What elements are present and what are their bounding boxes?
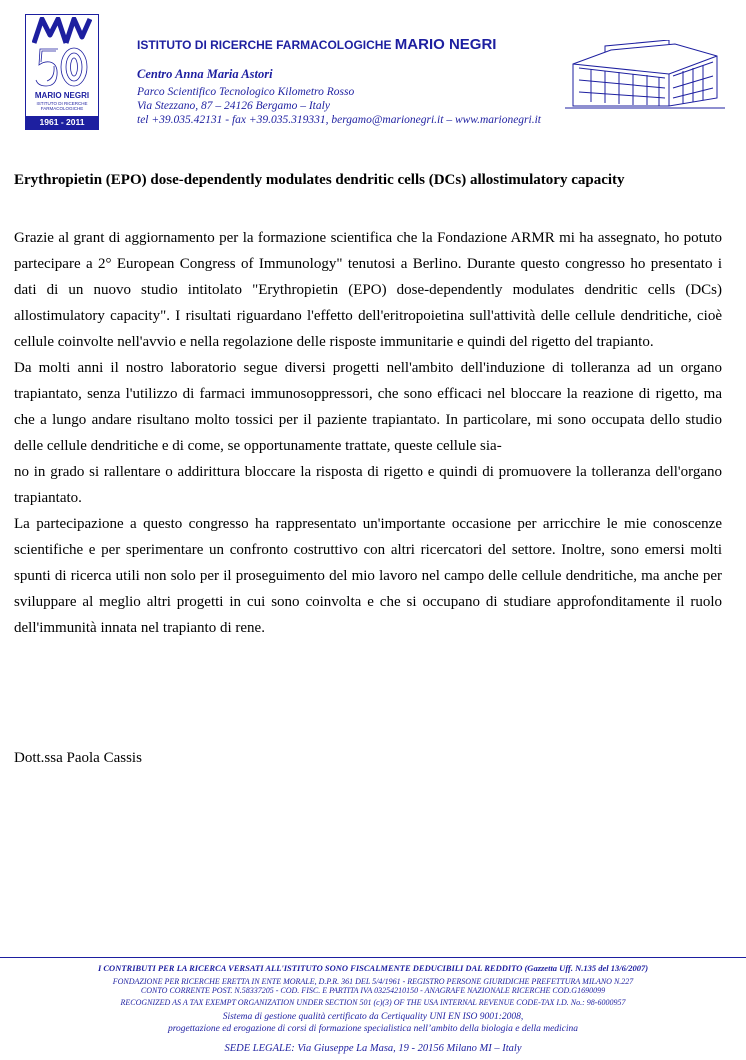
paragraph-grant: Grazie al grant di aggiornamento per la formazione scientifica che la Fondazione ARMR mi ha assegnato, ho potuto partecipare a 2° European Congress of Immunology" tenutosi a Berlino. Durante questo congresso ho presentato i dati di un nuovo studio intitolato "Erythropietin (EPO) dose-dependently modulates dendritic cells (DCs) allostimulatory capacity". I risultati riguardano l'effetto dell'eritropoietina sull'attività delle cellule dendritiche, cioè cellule coinvolte nell'avvio e nella regolazione delle risposte immunitarie e quindi del rigetto del trapianto. (14, 230, 722, 350)
footer-quality: Sistema di gestione qualità certificato da Certiquality UNI EN ISO 9001:2008, (222, 1012, 524, 1022)
footer-divider (0, 957, 746, 958)
address: Via Stezzano, 87 – 24126 Bergamo – Italy (137, 100, 330, 112)
footer-tax-deduction: I CONTRIBUTI PER LA RICERCA VERSATI ALL'ISTITUTO SONO FISCALMENTE DEDUCIBILI DAL REDDITO (Gazzetta Uff. N.135 del 13/6/2007) (97, 963, 649, 973)
logo-years: 1961 - 2011 (26, 116, 98, 129)
footer-tax-exempt: RECOGNIZED AS A TAX EXEMPT ORGANIZATION UNDER SECTION 501 (c)(3) OF THE USA INTERNAL REVENUE CODE-TAX I.D. No.: 98-6000957 (120, 998, 626, 1007)
center-name: Centro Anna Maria Astori (137, 67, 273, 81)
mn-monogram-icon (32, 17, 92, 45)
footer-foundation: FONDAZIONE PER RICERCHE ERETTA IN ENTE MORALE, D.P.R. 361 DEL 5/4/1961 - REGISTRO PERSONE GIURIDICHE PREFETTURA MILANO N.227 (112, 977, 634, 986)
anniversary-50-icon (34, 45, 90, 89)
paragraph-laboratory: Da molti anni il nostro laboratorio segue diversi progetti nell'ambito dell'induzione di tolleranza ad un organo trapiantato, senza l'utilizzo di farmaci immunosoppressori, che sono efficaci nel bloccare la reazione di rigetto, ma che a lungo andare risultano molto tossici per il paziente trapiantato. In particolare, mi sono occupata dello studio delle cellule dendritiche e di come, se opportunamente trattate, queste cellule sia- (14, 360, 722, 454)
footer-training: progettazione ed erogazione di corsi di formazione specialistica nell’ambito della biologia e della medicina (167, 1024, 579, 1034)
logo-subtitle: ISTITUTO DI RICERCHE FARMACOLOGICHE (36, 101, 88, 111)
park-name: Parco Scientifico Tecnologico Kilometro Rosso (137, 86, 355, 98)
footer-bank-account: CONTO CORRENTE POST. N.58337205 - COD. FISC. E PARTITA IVA 03254210150 - ANAGRAFE NAZIONALE RICERCHE COD.G1690099 (140, 986, 606, 995)
institute-prefix: ISTITUTO DI RICERCHE FARMACOLOGICHE (137, 38, 395, 52)
institute-name-highlight: MARIO NEGRI (394, 36, 497, 53)
institute-name (137, 36, 496, 53)
footer-legal-seat: SEDE LEGALE: Via Giuseppe La Masa, 19 - 20156 Milano MI – Italy (224, 1043, 522, 1054)
building-illustration (565, 40, 725, 112)
document-title: Erythropietin (EPO) dose-dependently modulates dendritic cells (DCs) allostimulatory capacity (14, 172, 625, 188)
paragraph-participation: La partecipazione a questo congresso ha rappresentato un'importante occasione per arricchire le mie conoscenze scientifiche e per sperimentare un confronto costruttivo con altri ricercatori del settore. Inoltre, sono emersi molti spunti di ricerca utili non solo per il proseguimento del mio lavoro nel campo delle cellule dendritiche, ma anche per sviluppare al meglio altri progetti in cui sono coinvolta e che si occupano di studiare approfonditamente il ruolo dell'immunità innata nel trapianto di rene. (14, 516, 722, 636)
paragraph-tolerance: no in grado si rallentare o addirittura bloccare la risposta di rigetto e quindi di promuovere la tolleranza dell'organo trapiantato. (14, 464, 722, 506)
institute-logo (25, 14, 99, 130)
logo-name: MARIO NEGRI (34, 91, 90, 100)
signature: Dott.ssa Paola Cassis (14, 750, 142, 766)
contacts: tel +39.035.42131 - fax +39.035.319331, bergamo@marionegri.it – www.marionegri.it (137, 114, 541, 126)
document-body (14, 225, 722, 641)
